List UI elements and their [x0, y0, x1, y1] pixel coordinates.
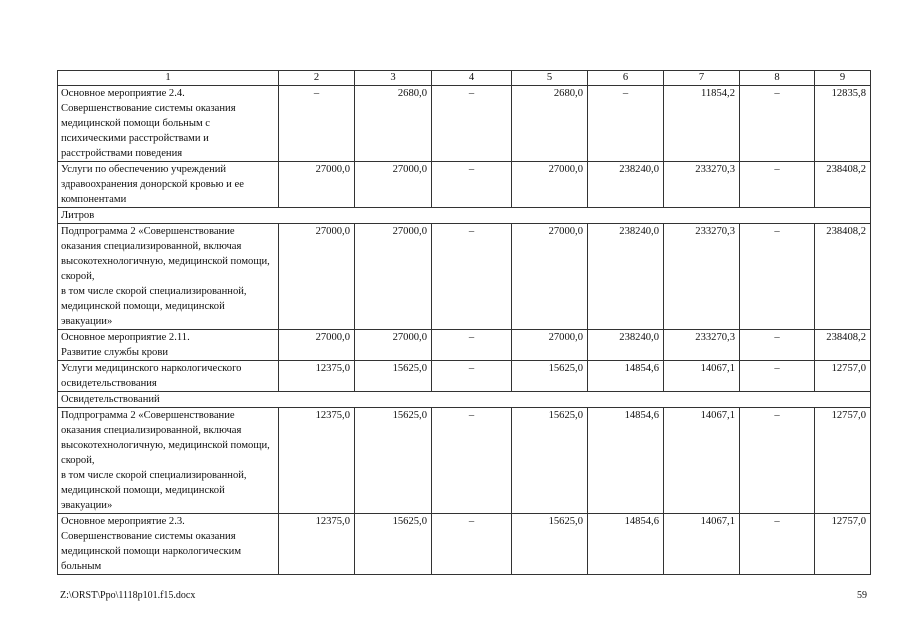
value-cell: 27000,0 [355, 162, 432, 208]
column-header: 7 [664, 71, 740, 86]
value-cell: 12835,8 [815, 86, 871, 162]
table-row [58, 162, 871, 208]
value-cell: 15625,0 [355, 514, 432, 575]
value-cell: 233270,3 [664, 330, 740, 361]
footer-page-number: 59 [857, 590, 867, 601]
value-cell: – [740, 408, 815, 514]
value-cell: 238408,2 [815, 224, 871, 330]
column-header: 6 [588, 71, 664, 86]
table-row [58, 330, 871, 361]
value-cell: – [432, 330, 512, 361]
column-header: 4 [432, 71, 512, 86]
value-cell: 27000,0 [279, 162, 355, 208]
section-row [58, 208, 871, 224]
value-cell: 238240,0 [588, 330, 664, 361]
value-cell: 27000,0 [512, 330, 588, 361]
value-cell: – [432, 86, 512, 162]
table-row [58, 86, 871, 162]
section-row [58, 392, 871, 408]
column-header: 5 [512, 71, 588, 86]
value-cell: 2680,0 [512, 86, 588, 162]
value-cell: 11854,2 [664, 86, 740, 162]
value-cell: 14854,6 [588, 514, 664, 575]
value-cell: – [740, 361, 815, 392]
value-cell: 238408,2 [815, 330, 871, 361]
column-header: 9 [815, 71, 871, 86]
footer-file-path: Z:\ORST\Ppo\1118p101.f15.docx [60, 590, 196, 601]
table-row [58, 361, 871, 392]
value-cell: 27000,0 [279, 330, 355, 361]
column-header: 8 [740, 71, 815, 86]
value-cell: 238240,0 [588, 224, 664, 330]
value-cell: – [432, 361, 512, 392]
value-cell: 238408,2 [815, 162, 871, 208]
row-label-cell: Услуги медицинского наркологического освидетельствования [58, 361, 279, 392]
value-cell: – [432, 162, 512, 208]
value-cell: 238240,0 [588, 162, 664, 208]
value-cell: 27000,0 [512, 224, 588, 330]
value-cell: 12375,0 [279, 408, 355, 514]
value-cell: 233270,3 [664, 224, 740, 330]
value-cell: 27000,0 [355, 330, 432, 361]
value-cell: 15625,0 [512, 361, 588, 392]
value-cell: – [740, 330, 815, 361]
value-cell: 233270,3 [664, 162, 740, 208]
value-cell: – [740, 162, 815, 208]
section-label: Литров [58, 208, 871, 224]
value-cell: 14067,1 [664, 408, 740, 514]
row-label-cell: Подпрограмма 2 «Совершенствование оказания специализированной, включая высокотехнологичную, медицинской помощи, скорой, в том числе скорой специализированной, медицинской помощи, медицинской эвакуации» [58, 408, 279, 514]
value-cell: 12757,0 [815, 514, 871, 575]
value-cell: 12757,0 [815, 361, 871, 392]
value-cell: – [588, 86, 664, 162]
value-cell: – [279, 86, 355, 162]
value-cell: 12375,0 [279, 361, 355, 392]
section-label: Освидетельствований [58, 392, 871, 408]
value-cell: 14854,6 [588, 361, 664, 392]
value-cell: – [432, 408, 512, 514]
value-cell: – [740, 86, 815, 162]
value-cell: 12757,0 [815, 408, 871, 514]
table-header-row [58, 71, 871, 86]
value-cell: 27000,0 [355, 224, 432, 330]
value-cell: – [740, 514, 815, 575]
table-row [58, 514, 871, 575]
row-label-cell: Основное мероприятие 2.3. Совершенствование системы оказания медицинской помощи наркологическим больным [58, 514, 279, 575]
value-cell: 12375,0 [279, 514, 355, 575]
table-row [58, 408, 871, 514]
value-cell: – [432, 224, 512, 330]
row-label-cell: Услуги по обеспечению учреждений здравоохранения донорской кровью и ее компонентами [58, 162, 279, 208]
value-cell: 15625,0 [355, 408, 432, 514]
column-header: 1 [58, 71, 279, 86]
row-label-cell: Основное мероприятие 2.11. Развитие службы крови [58, 330, 279, 361]
row-label-cell: Основное мероприятие 2.4. Совершенствование системы оказания медицинской помощи больным с психическими расстройствами и расстройствами поведения [58, 86, 279, 162]
value-cell: – [432, 514, 512, 575]
value-cell: 14067,1 [664, 361, 740, 392]
column-header: 3 [355, 71, 432, 86]
value-cell: – [740, 224, 815, 330]
column-header: 2 [279, 71, 355, 86]
value-cell: 15625,0 [355, 361, 432, 392]
value-cell: 15625,0 [512, 514, 588, 575]
value-cell: 14854,6 [588, 408, 664, 514]
table-row [58, 224, 871, 330]
value-cell: 27000,0 [279, 224, 355, 330]
budget-table [57, 70, 871, 575]
value-cell: 14067,1 [664, 514, 740, 575]
value-cell: 15625,0 [512, 408, 588, 514]
value-cell: 27000,0 [512, 162, 588, 208]
value-cell: 2680,0 [355, 86, 432, 162]
row-label-cell: Подпрограмма 2 «Совершенствование оказания специализированной, включая высокотехнологичную, медицинской помощи, скорой, в том числе скорой специализированной, медицинской помощи, медицинской эвакуации» [58, 224, 279, 330]
